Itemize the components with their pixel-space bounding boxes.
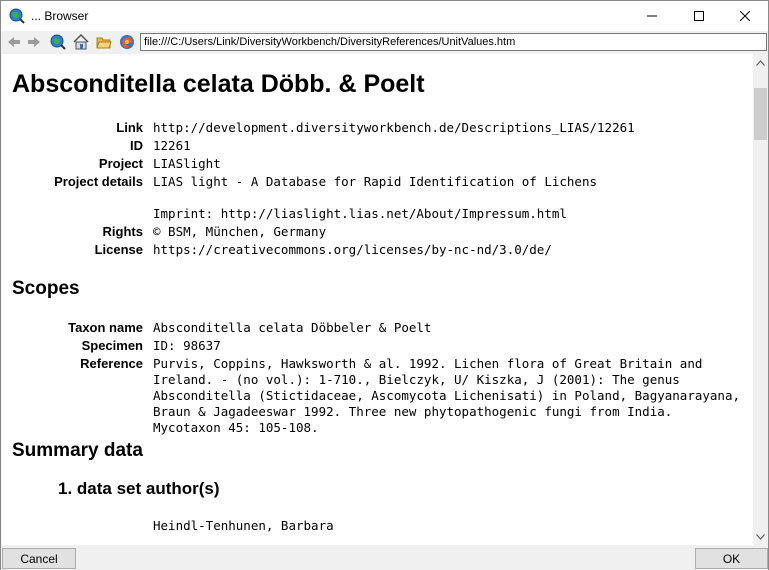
detail-value: 12261 xyxy=(153,138,191,153)
edge-browser-button[interactable] xyxy=(118,33,136,51)
maximize-button[interactable] xyxy=(676,1,722,31)
minimize-icon xyxy=(647,11,657,21)
home-button[interactable] xyxy=(72,33,90,51)
open-folder-icon xyxy=(96,35,112,49)
address-bar[interactable]: file:///C:/Users/Link/DiversityWorkbench/DiversityReferences/UnitValues.htm xyxy=(140,33,767,51)
cancel-button[interactable]: Cancel xyxy=(2,548,76,569)
toolbar xyxy=(1,31,768,53)
search-globe-icon xyxy=(50,34,66,50)
chevron-up-icon xyxy=(756,60,765,66)
detail-value: LIAS light - A Database for Rapid Identification of Lichens xyxy=(153,174,598,189)
scope-label: Taxon name xyxy=(68,320,143,335)
close-icon xyxy=(740,11,750,21)
scope-label: Specimen xyxy=(81,338,143,353)
author-name: Heindl-Tenhunen, Barbara xyxy=(153,518,334,533)
back-button[interactable] xyxy=(5,33,23,51)
subsection-heading: 1. data set author(s) xyxy=(58,479,220,498)
button-bar xyxy=(1,545,768,570)
forward-icon xyxy=(27,36,41,48)
maximize-icon xyxy=(694,11,704,21)
ok-button[interactable]: OK xyxy=(695,548,768,569)
imprint-text: Imprint: http://liaslight.lias.net/About/Impressum.html xyxy=(153,206,567,221)
scope-value: Purvis, Coppins, Hawksworth & al. 1992. Lichen flora of Great Britain and Ireland. - (no vol.): 1-710., Bielczyk, U/ Kiszka, J (2001): The genus Absconditella (Stictidaceae, Ascomycota Lichenisati) in Poland, Bagyanarayana, Braun & Jagadeeswar 1992. Three new phytopathogenic fungi from India. Mycotaxon 45: 105-108. xyxy=(153,356,740,435)
detail-label: Project details xyxy=(54,174,143,189)
detail-value: © BSM, München, Germany xyxy=(153,224,327,239)
detail-label: License xyxy=(94,242,143,257)
detail-value[interactable]: http://development.diversityworkbench.de/Descriptions_LIAS/12261 xyxy=(153,120,635,135)
title-bar xyxy=(1,1,768,31)
summary-heading: Summary data xyxy=(12,440,143,461)
forward-button[interactable] xyxy=(25,33,43,51)
scope-value: ID: 98637 xyxy=(153,338,221,353)
scope-value: Absconditella celata Döbbeler & Poelt xyxy=(153,320,432,335)
detail-label: Rights xyxy=(102,224,143,239)
detail-value: LIASlight xyxy=(153,156,221,171)
open-folder-button[interactable] xyxy=(95,33,113,51)
minimize-button[interactable] xyxy=(629,1,675,31)
globe-search-icon xyxy=(9,8,25,24)
scope-label: Reference xyxy=(80,356,143,371)
close-button[interactable] xyxy=(722,1,768,31)
vertical-scrollbar[interactable] xyxy=(753,54,768,545)
content-pane xyxy=(2,54,753,545)
search-globe-button[interactable] xyxy=(49,33,67,51)
window-title: ... Browser xyxy=(31,9,89,23)
detail-label: Project xyxy=(98,156,143,171)
scopes-heading: Scopes xyxy=(12,278,80,299)
detail-label: ID xyxy=(130,138,143,153)
home-icon xyxy=(73,34,89,50)
scroll-up-arrow[interactable] xyxy=(753,54,768,71)
detail-value[interactable]: https://creativecommons.org/licenses/by-nc-nd/3.0/de/ xyxy=(153,242,552,257)
chevron-down-icon xyxy=(756,534,765,540)
edge-browser-icon xyxy=(119,34,135,50)
back-icon xyxy=(7,36,21,48)
scroll-down-arrow[interactable] xyxy=(753,528,768,545)
page-title: Absconditella celata Döbb. & Poelt xyxy=(12,70,425,98)
detail-label: Link xyxy=(116,120,143,135)
scroll-thumb[interactable] xyxy=(754,88,767,140)
